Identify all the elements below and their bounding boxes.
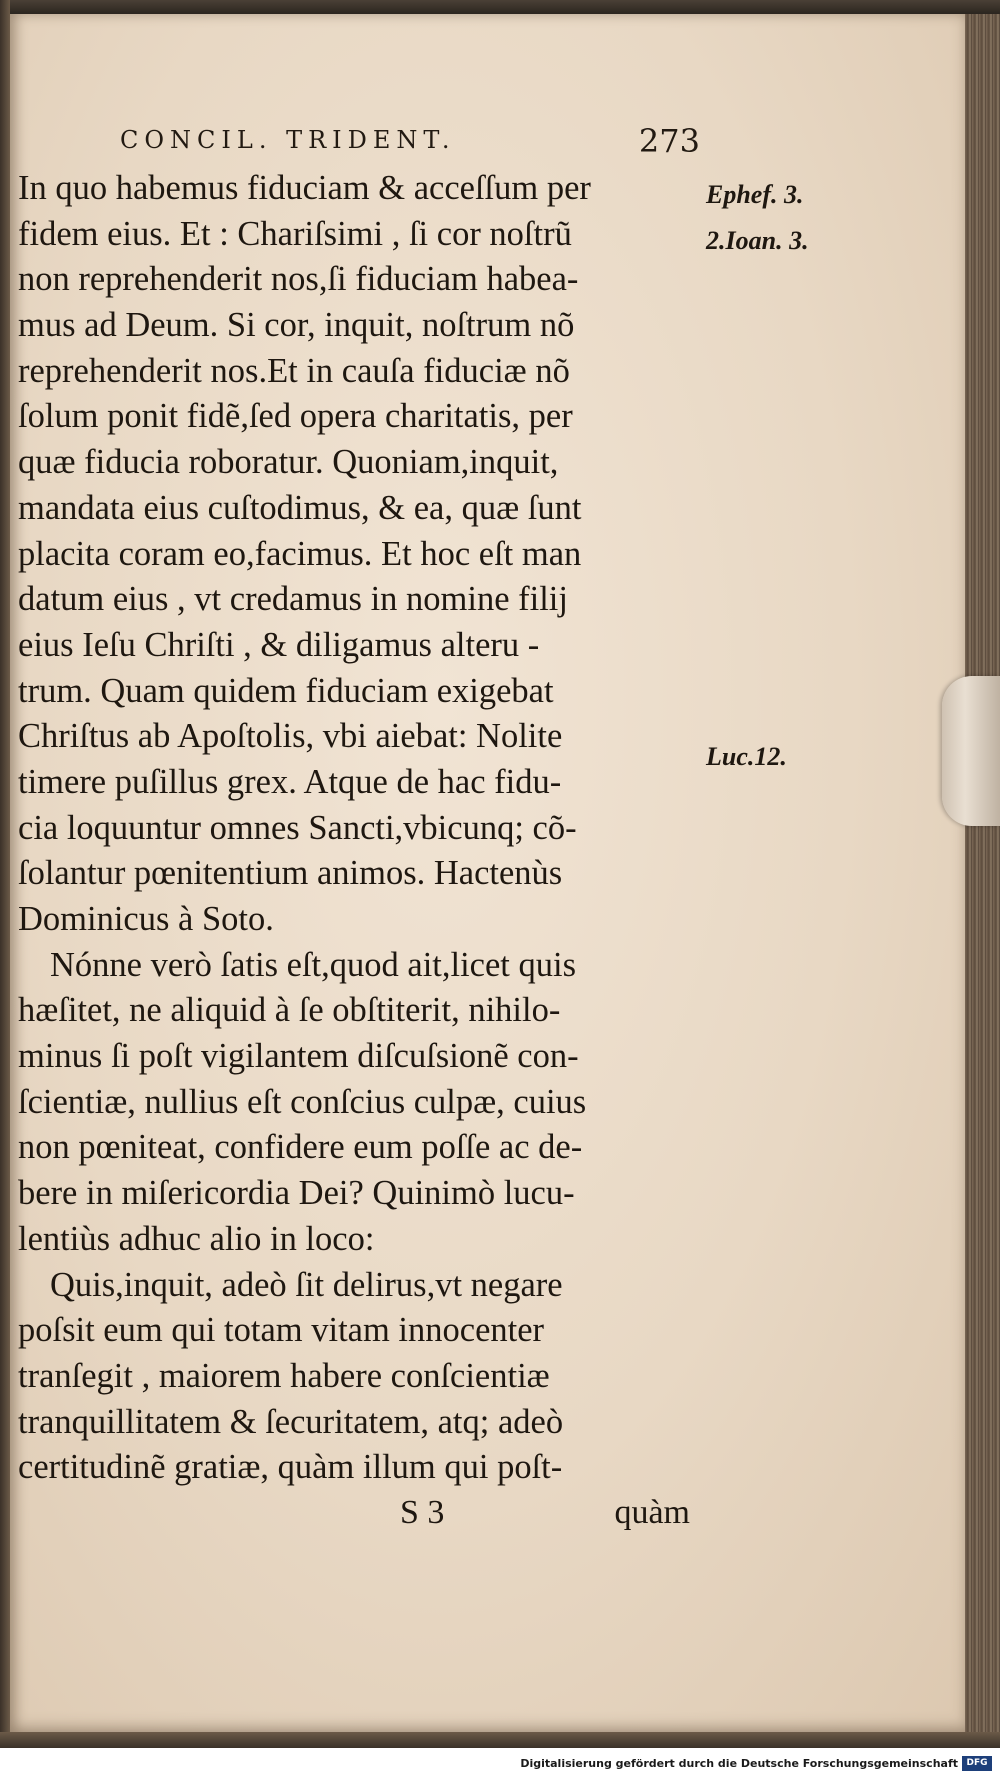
text-line: Dominicus à Soto.: [18, 900, 274, 938]
text-line: tranſegit , maiorem habere conſcientiæ: [18, 1356, 550, 1395]
text-line: ſolum ponit fidẽ,ſed opera charitatis, per: [18, 397, 573, 436]
catchword: quàm: [614, 1494, 690, 1531]
text-line: trum. Quam quidem fiduciam exigebat: [18, 671, 554, 710]
funding-credit: Digitalisierung gefördert durch die Deutsche Forschungsgemeinschaft: [520, 1757, 958, 1770]
text-line: poſsit eum qui totam vitam innocenter: [18, 1311, 545, 1350]
text-line: mus ad Deum. Si cor, inquit, noſtrum nõ: [18, 306, 575, 345]
signature-line: [400, 1494, 690, 1540]
text-line: eius Ieſu Chriſti , & diligamus alteru -: [18, 625, 540, 664]
text-line: reprehenderit nos.Et in cauſa fiduciæ nõ: [18, 351, 570, 390]
running-head: [120, 122, 700, 168]
page-clip: [942, 676, 1000, 826]
text-line: non reprehenderit nos,ſi fiduciam habea-: [18, 260, 579, 299]
text-line: hæſitet, ne aliquid à ſe obſtiterit, nihilo-: [18, 991, 561, 1030]
text-line: lentiùs adhuc alio in loco:: [18, 1219, 375, 1258]
text-line: ſolantur pœnitentium animos. Hactenùs: [18, 854, 563, 893]
margin-note-ephesians: Ephef. 3.: [706, 180, 804, 209]
book-fore-edge: [965, 14, 1000, 1732]
text-line: cia loquuntur omnes Sancti,vbicunq; cõ-: [18, 808, 577, 847]
margin-note-luke: Luc.12.: [706, 742, 787, 771]
book-gutter: [0, 0, 10, 1748]
margin-note-john: 2.Ioan. 3.: [706, 226, 809, 255]
book-top-edge: [0, 0, 1000, 14]
text-line: quæ fiducia roboratur. Quoniam,inquit,: [18, 443, 559, 482]
text-line: Nónne verò ſatis eſt,quod ait,licet quis: [50, 945, 577, 984]
text-line: ſcientiæ, nullius eſt conſcius culpæ, cuius: [18, 1082, 587, 1121]
page-number: 273: [638, 122, 700, 160]
body-text: [18, 166, 698, 1491]
text-line: Quis,inquit, adeò ſit delirus,vt negare: [50, 1265, 563, 1304]
text-line: certitudinẽ gratiæ, quàm illum qui poſt-: [18, 1448, 563, 1487]
text-line: fidem eius. Et : Chariſsimi , ſi cor noſtrũ: [18, 214, 572, 253]
text-line: bere in miſericordia Dei? Quinimò lucu-: [18, 1174, 575, 1213]
text-line: minus ſi poſt vigilantem diſcuſsionẽ con-: [18, 1037, 579, 1076]
text-line: Chriſtus ab Apoſtolis, vbi aiebat: Nolite: [18, 717, 563, 756]
text-line: tranquillitatem & ſecuritatem, atq; adeò: [18, 1402, 564, 1441]
signature-mark: S 3: [400, 1494, 445, 1531]
text-line: placita coram eo,facimus. Et hoc eſt man: [18, 534, 582, 573]
text-line: non pœniteat, confidere eum poſſe ac de-: [18, 1128, 583, 1167]
dfg-logo: DFG: [962, 1756, 992, 1771]
text-line: mandata eius cuſtodimus, & ea, quæ ſunt: [18, 488, 582, 527]
running-head-title: CONCIL. TRIDENT.: [120, 126, 456, 154]
footer-bar: [0, 1748, 1000, 1783]
text-line: datum eius , vt credamus in nomine filij: [18, 580, 568, 619]
text-line: timere puſillus grex. Atque de hac fidu-: [18, 762, 562, 801]
book-bottom-edge: [0, 1732, 1000, 1748]
text-line: In quo habemus fiduciam & acceſſum per: [18, 169, 591, 207]
